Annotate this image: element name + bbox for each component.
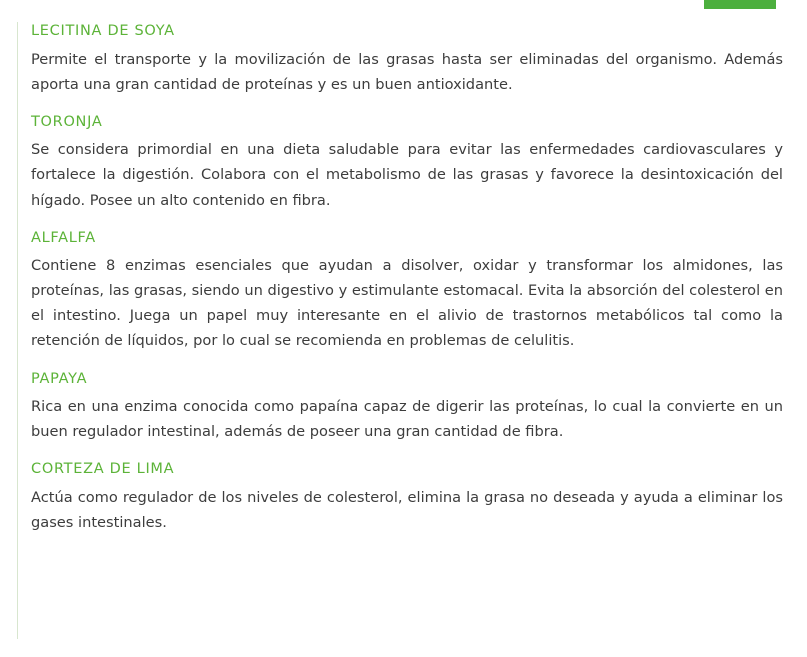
section-body: Permite el transporte y la movilización de las grasas hasta ser eliminadas del organismo. Además aporta una gran cantidad de proteínas y es un buen antioxidante. [31, 50, 783, 93]
section-body: Contiene 8 enzimas esenciales que ayudan a disolver, oxidar y transformar los almidones, las proteínas, las grasas, siendo un digestivo y estimulante estomacal. Evita la absorción del colesterol en el intestino. Juega un papel muy interesante en el alivio de trastornos metabólicos tal como la retención de líquidos, por lo cual se recomienda en problemas de celulitis. [31, 257, 783, 350]
section-heading: TORONJA [31, 113, 103, 130]
ingredient-section [31, 229, 783, 354]
ingredient-section [31, 370, 783, 445]
accent-bar [704, 0, 776, 9]
section-heading: ALFALFA [31, 229, 96, 246]
ingredient-section [31, 22, 783, 97]
left-margin-rule [17, 22, 18, 639]
document-content [31, 22, 783, 535]
section-body: Se considera primordial en una dieta saludable para evitar las enfermedades cardiovasculares y fortalece la digestión. Colabora con el metabolismo de las grasas y favorece la desintoxicación del hígado. Posee un alto contenido en fibra. [31, 141, 783, 209]
section-heading: PAPAYA [31, 370, 88, 387]
section-body: Actúa como regulador de los niveles de colesterol, elimina la grasa no deseada y ayuda a eliminar los gases intestinales. [31, 488, 783, 531]
section-heading: CORTEZA DE LIMA [31, 461, 175, 478]
section-body: Rica en una enzima conocida como papaína capaz de digerir las proteínas, lo cual la convierte en un buen regulador intestinal, además de poseer una gran cantidad de fibra. [31, 398, 783, 441]
ingredient-section [31, 460, 783, 535]
section-heading: LECITINA DE SOYA [31, 23, 175, 39]
ingredient-section [31, 113, 783, 213]
